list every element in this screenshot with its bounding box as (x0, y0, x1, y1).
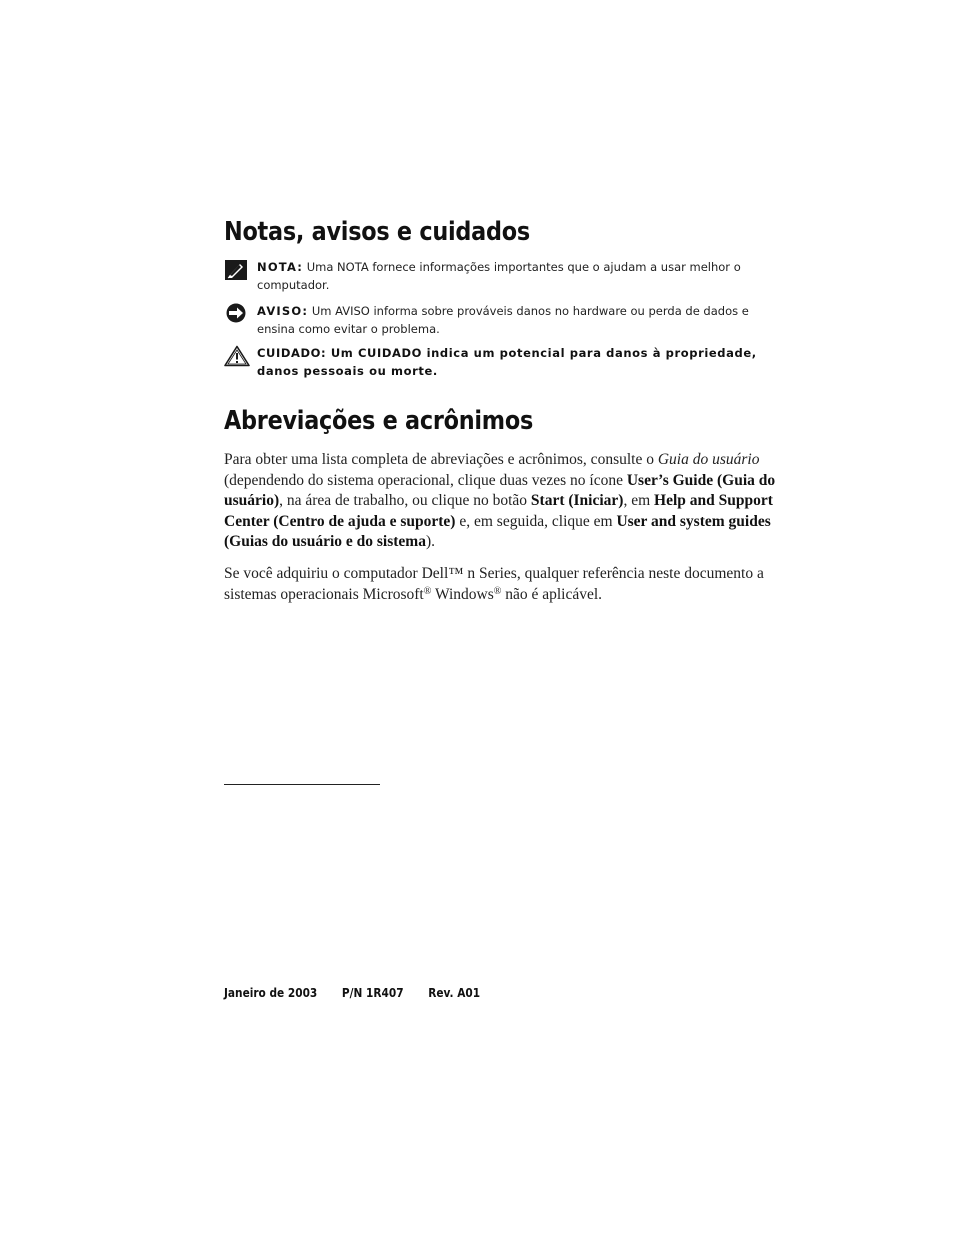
notice-label: AVISO: (257, 304, 309, 318)
user-system-guides-label: User and system guides (Guias do usuário e do sistema (224, 512, 771, 550)
note-text (257, 259, 777, 294)
note-pencil-icon (224, 259, 250, 281)
abbreviations-paragraph (224, 450, 796, 553)
text-run: (dependendo do sistema operacional, clique duas vezes no ícone (224, 471, 627, 489)
notice-text (257, 303, 777, 338)
caution-body: Um CUIDADO indica um potencial para danos à propriedade, danos pessoais ou morte. (257, 346, 757, 378)
notice-arrow-icon (224, 303, 250, 325)
footer-date: Janeiro de 2003 (224, 986, 318, 1000)
start-button-label: Start (Iniciar) (530, 492, 624, 509)
text-run: Se você adquiriu o computador Dell™ n Series, qualquer referência neste documento a sistemas operacionais Microsoft (224, 565, 764, 603)
footer-part-number: P/N 1R407 (341, 986, 404, 1000)
footer-revision: Rev. A01 (428, 986, 481, 1000)
document-footer (224, 986, 480, 1000)
users-guide-italic: Guia do usuário (657, 451, 760, 468)
users-guide-icon-label: User’s Guide (Guia do usuário) (224, 471, 776, 509)
notice-body: Um AVISO informa sobre prováveis danos no hardware ou perda de dados e ensina como evitar o problema. (257, 304, 749, 336)
n-series-paragraph (224, 564, 796, 605)
text-run: e, em seguida, clique em (455, 512, 617, 530)
text-run: , em (623, 492, 655, 509)
section-title-abbreviations: Abreviações e acrônimos (224, 406, 534, 436)
caution-label: CUIDADO: (257, 346, 327, 360)
caution-text (257, 345, 777, 380)
registered-mark: ® (423, 585, 432, 597)
text-run: Windows (431, 585, 494, 603)
registered-mark: ® (493, 585, 502, 597)
text-run: ). (425, 533, 436, 550)
text-run: , na área de trabalho, ou clique no botão (279, 492, 531, 509)
text-run: não é aplicável. (501, 585, 603, 603)
note-body: Uma NOTA fornece informações importantes que o ajudam a usar melhor o computador. (257, 260, 741, 292)
text-run: Para obter uma lista completa de abreviações e acrônimos, consulte o (224, 451, 658, 468)
caution-triangle-icon (224, 345, 250, 367)
note-label: NOTA: (257, 260, 304, 274)
section-title-notes: Notas, avisos e cuidados (224, 217, 530, 247)
footnote-divider (224, 784, 380, 785)
help-support-center-label: Help and Support Center (Centro de ajuda e suporte) (224, 492, 773, 530)
